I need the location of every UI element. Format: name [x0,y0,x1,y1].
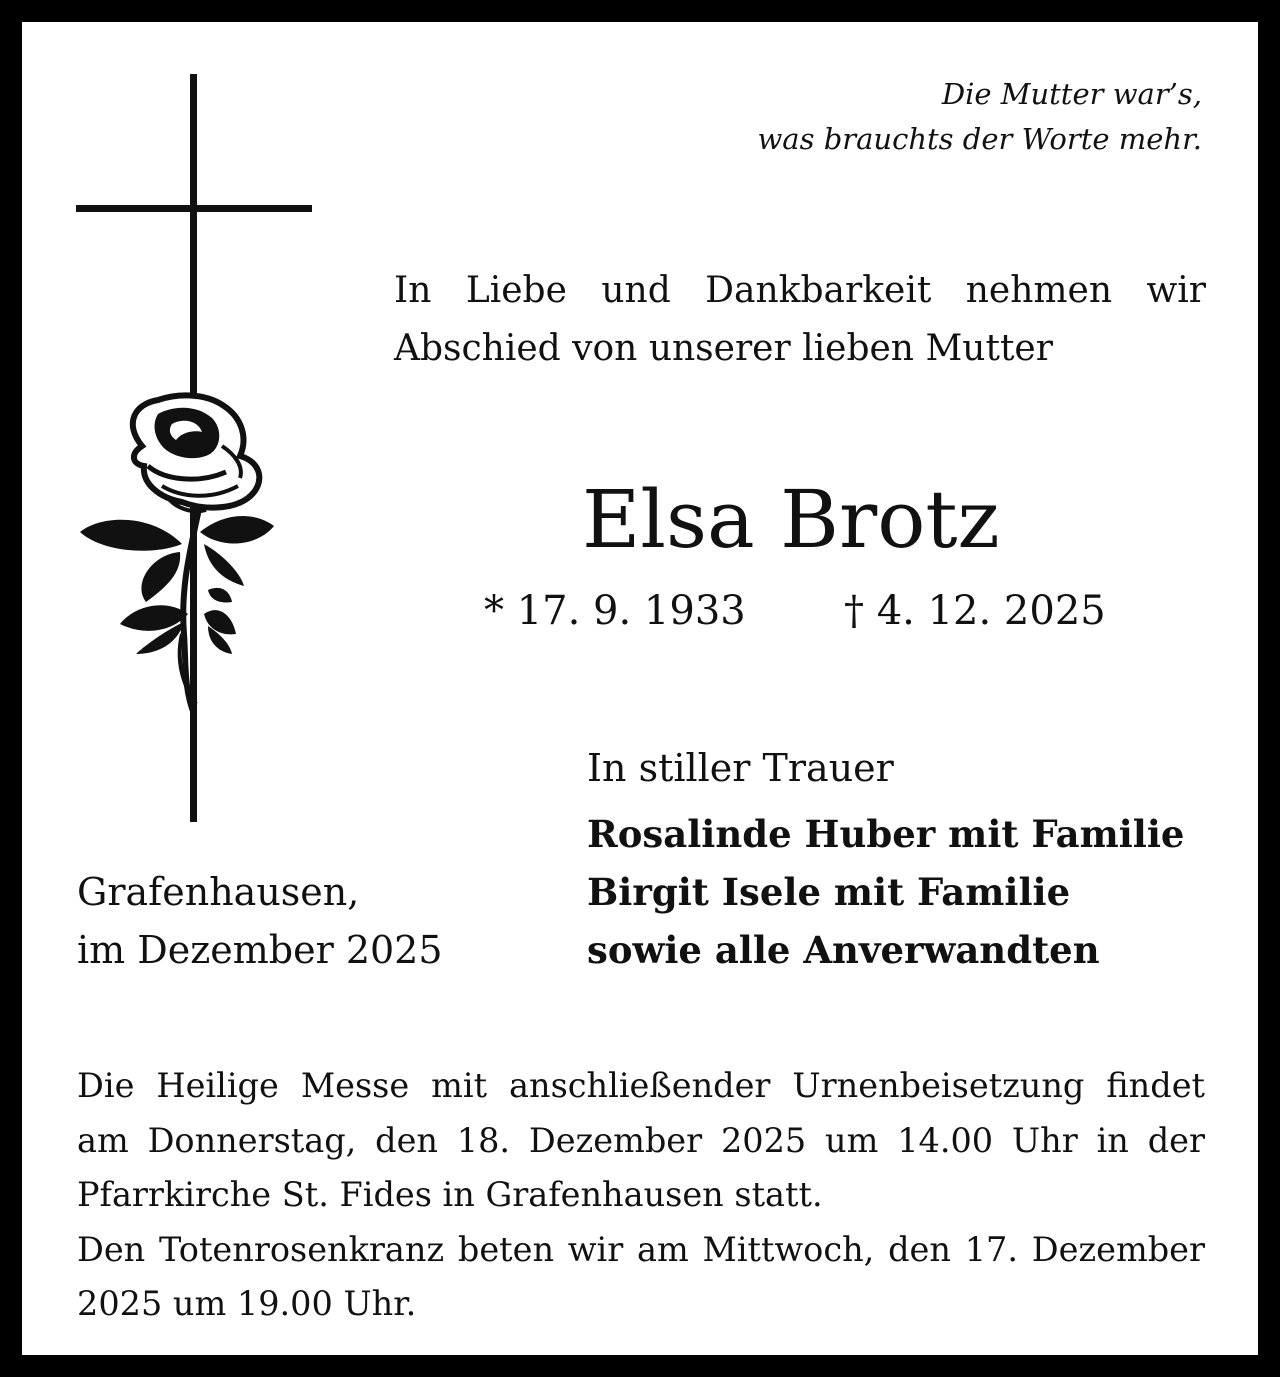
place-line-1: Grafenhausen, [77,870,360,914]
notice-line: 2025 um 19.00 Uhr. [77,1284,417,1323]
mourning-label: In stiller Trauer [587,746,894,790]
intro-line-1: In Liebe und Dankbarkeit nehmen wir [394,270,1206,311]
mourners-list [587,805,1184,979]
epigraph-quote [757,72,1202,162]
cross-with-rose [72,74,332,858]
deceased-name: Elsa Brotz [582,473,1000,566]
obituary-notice [22,22,1258,1355]
place-line-2: im Dezember 2025 [77,928,443,972]
mourner-line: Rosalinde Huber mit Familie [587,812,1185,856]
intro-line-2: Abschied von unserer lieben Mutter [394,328,1053,369]
intro-text [394,262,1206,378]
quote-line-2: was brauchts der Worte mehr. [757,122,1202,156]
service-notice [77,1059,1205,1332]
mourning-label-block [587,739,894,797]
death-date: † 4. 12. 2025 [844,588,1106,634]
notice-line: Pfarrkirche St. Fides in Grafenhausen statt. [77,1175,823,1214]
cross-icon [72,74,332,854]
place-and-date [77,863,443,979]
mourner-line: Birgit Isele mit Familie [587,870,1071,914]
notice-line: Den Totenrosenkranz beten wir am Mittwoch, den 17. Dezember [77,1229,1205,1269]
quote-line-1: Die Mutter war’s, [941,77,1202,111]
notice-line: am Donnerstag, den 18. Dezember 2025 um 14.00 Uhr in der [77,1120,1205,1160]
mourner-line: sowie alle Anverwandten [587,928,1100,972]
birth-date: * 17. 9. 1933 [484,588,746,634]
rose-icon [80,395,274,714]
notice-line: Die Heilige Messe mit anschließender Urnenbeisetzung findet [77,1066,1205,1105]
